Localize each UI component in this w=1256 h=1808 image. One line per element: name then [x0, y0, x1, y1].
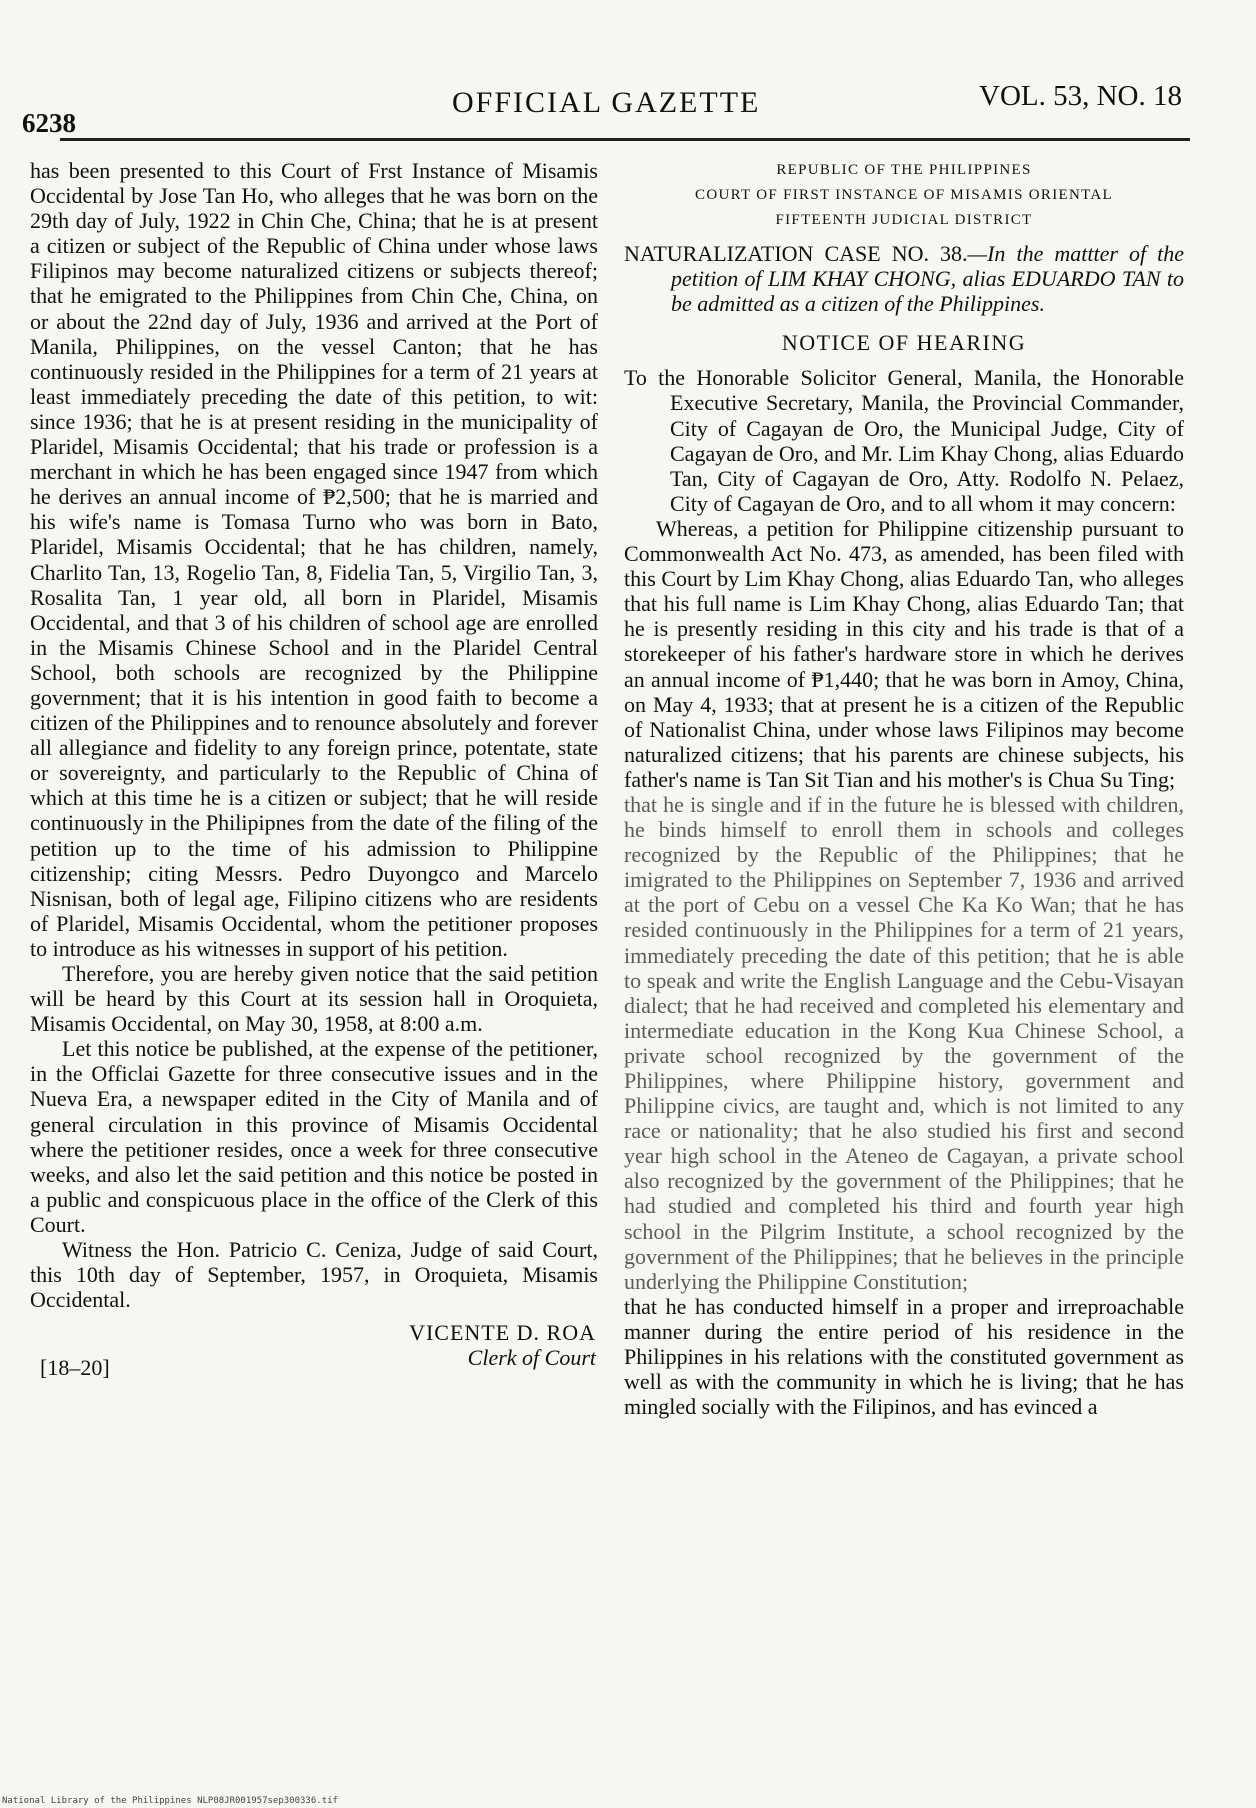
signature-name: VICENTE D. ROA: [409, 1320, 596, 1346]
witness-paragraph: Witness the Hon. Patricio C. Ceniza, Judge of said Court, this 10th day of September, 1957, in Oroquieta, Misamis Occidental.: [30, 1237, 598, 1313]
court-header: [624, 158, 1184, 233]
petition-paragraph-part-1: Whereas, a petition for Philippine citizenship pursuant to Commonwealth Act No. 473, as amended, has been filed with this Court by Lim Khay Chong, alias Eduardo Tan, who alleges that his full name is Lim Khay Chong, alias Eduardo Tan; that he is presently residing in this city and his trade is that of a storekeeper of his father's hardware store in which he derives an annual income of ₱1,440; that he was born in Amoy, China, on May 4, 1933; that at present he is a citizen of the Republic of Nationalist China, under whose laws Filipinos may become naturalized citizens; that his parents are chinese subjects, his father's name is Tan Sit Tian and his mother's is Chua Su Ting;: [624, 515, 1184, 792]
left-column: [30, 158, 598, 1380]
court-line-district: FIFTEENTH JUDICIAL DISTRICT: [775, 212, 1033, 228]
court-line-court: COURT OF FIRST INSTANCE OF MISAMIS ORIENTAL: [695, 187, 1113, 203]
right-column: [624, 158, 1184, 1419]
publication-paragraph: Let this notice be published, at the expense of the petitioner, in the Officlai Gazette for three consecutive issues and in the Nueva Era, a newspaper edited in the City of Manila and of general circulation in this province of Misamis Occidental where the petitioner resides, once a week for three consecutive weeks, and also let the said petition and this notice be posted in a public and conspicuous place in the office of the Clerk of this Court.: [30, 1036, 598, 1237]
notice-title: NOTICE OF HEARING: [781, 330, 1027, 356]
petition-paragraph-part-2: that he is single and if in the future he is blessed with children, he binds himself to enroll them in schools and colleges recognized by the Republic of the Philippines; that he imigrated to the Philippines on September 7, 1936 and arrived at the port of Cebu on a vessel Che Ka Ko Wan; that he has resided continuously in the Philippines for a term of 21 years, immediately preceding the date of this petition; that he is able to speak and write the English Language and the Cebu-Visayan dialect; that he had received and completed his elementary and intermediate education in the Kong Kua Chinese School, a private school recognized by the government of the Philippines, where Philippine history, government and Philippine civics, are taught and, which is not limited to any race or nationality; that he also studied his first and second year high school in the Ateneo de Cagayan, a private school also recognized by the government of the Philippines; that he had studied and completed his third and fourth year high school in the Pilgrim Institute, a school recognized by the government of the Philippines; that he believes in the principle underlying the Philippine Constitution;: [624, 791, 1184, 1294]
source-footer: National Library of the Philippines NLP08JR001957sep300336.tif: [2, 1796, 338, 1806]
petition-continuation-paragraph: has been presented to this Court of Frst Instance of Misamis Occidental by Jose Tan Ho, who alleges that he was born on the 29th day of July, 1922 in Chin Che, China; that he is at present a citizen or subject of the Republic of China under whose laws Filipinos may become naturalized citizens or subjects thereof; that he emigrated to the Philippines from Chin Che, China, on or about the 22nd day of July, 1936 and arrived at the Port of Manila, Philippines, on the vessel Canton; that he has continuously resided in the Philippines for a term of 21 years at least immediately preceding the date of this petition, to wit: since 1936; that he is at present residing in the municipality of Plaridel, Misamis Occidental; that his trade or profession is a merchant in which he has been engaged since 1947 from which he derives an annual income of ₱2,500; that he is married and his wife's name is Tomasa Turno who was born in Bato, Plaridel, Misamis Occidental; that he has children, namely, Charlito Tan, 13, Rogelio Tan, 8, Fidelia Tan, 5, Virgilio Tan, 3, Rosalita Tan, 1 year old, all born in Plaridel, Misamis Occidental, and that 3 of his children of school age are enrolled in the Misamis Chinese School and in the Plaridel Central School, both schools are recognized by the Philippine government; that it is his intention in good faith to become a citizen of the Philippines and to renounce absolutely and forever all allegiance and fidelity to any foreign prince, potentate, state or sovereignty, and particularly to the Republic of China of which at this time he is a citizen or subject; that he will reside continuously in the Philipipnes from the date of the filing of the petition up to the time of his admission to Philippine citizenship; citing Messrs. Pedro Duyongco and Marcelo Nisnisan, both of legal age, Filipino citizens who are residents of Plaridel, Misamis Occidental, whom the petitioner proposes to introduce as his witnesses in support of his petition.: [30, 158, 598, 961]
signature-title: Clerk of Court: [467, 1345, 596, 1371]
volume-info: VOL. 53, NO. 18: [979, 80, 1182, 112]
issue-reference: [18–20]: [40, 1355, 110, 1381]
signature-block: [30, 1320, 598, 1380]
court-line-republic: REPUBLIC OF THE PHILIPPINES: [776, 162, 1032, 178]
gazette-title: OFFICIAL GAZETTE: [452, 86, 761, 119]
addressee-paragraph: To the Honorable Solicitor General, Manila, the Honorable Executive Secretary, Manila, the Provincial Commander, City of Cagayan de Oro, the Municipal Judge, City of Cagayan de Oro, and Mr. Lim Khay Chong, alias Eduardo Tan, City of Cagayan de Oro, Atty. Rodolfo N. Pelaez, City of Cagayan de Oro, and to all whom it may concern:: [624, 365, 1184, 516]
case-description: —In the mattter of the petition of LIM KHAY CHONG, alias EDUARDO TAN to be admitted as a citizen of the Philippines.: [671, 241, 1184, 317]
clerk-signature: [409, 1320, 598, 1370]
page-number: 6238: [22, 108, 76, 138]
header-divider: [60, 138, 1190, 141]
page-header: [22, 80, 1182, 140]
petition-paragraph-part-3: that he has conducted himself in a proper and irreproachable manner during the entire period of his residence in the Philippines in his relations with the constituted government as well as with the community in which he is living; that he has mingled socially with the Filipinos, and has evinced a: [624, 1293, 1184, 1420]
case-caption: [624, 241, 1184, 316]
hearing-date-paragraph: Therefore, you are hereby given notice that the said petition will be heard by this Court at its session hall in Oroquieta, Misamis Occidental, on May 30, 1958, at 8:00 a.m.: [30, 961, 598, 1037]
case-label: NATURALIZATION CASE NO. 38.: [624, 241, 968, 266]
